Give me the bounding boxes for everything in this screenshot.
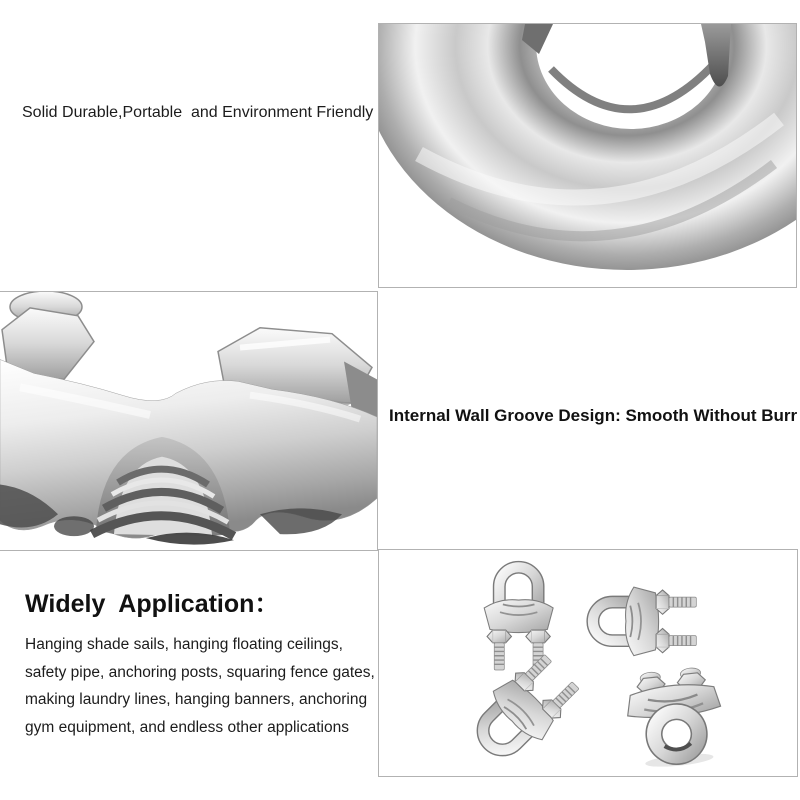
clips-photo-frame <box>378 549 798 777</box>
application-line: Hanging shade sails, hanging floating ceilings, <box>25 636 343 653</box>
application-paragraph <box>25 631 375 741</box>
clip-closeup-photo-frame <box>0 291 378 551</box>
thimble-photo-frame <box>378 23 797 288</box>
groove-caption: Internal Wall Groove Design: Smooth Without Burr <box>389 406 798 425</box>
application-line: safety pipe, anchoring posts, squaring fence gates, <box>25 663 375 681</box>
application-line: gym equipment, and endless other applications <box>25 718 349 736</box>
durability-caption: Solid Durable,Portable and Environment Friendly <box>22 104 374 121</box>
application-heading: Widely Application： <box>25 590 280 618</box>
four-clips-photo <box>379 550 797 776</box>
application-line: making laundry lines, hanging banners, anchoring <box>25 691 368 708</box>
clip-closeup-photo <box>0 292 377 550</box>
thimble-ring-photo <box>379 24 796 287</box>
